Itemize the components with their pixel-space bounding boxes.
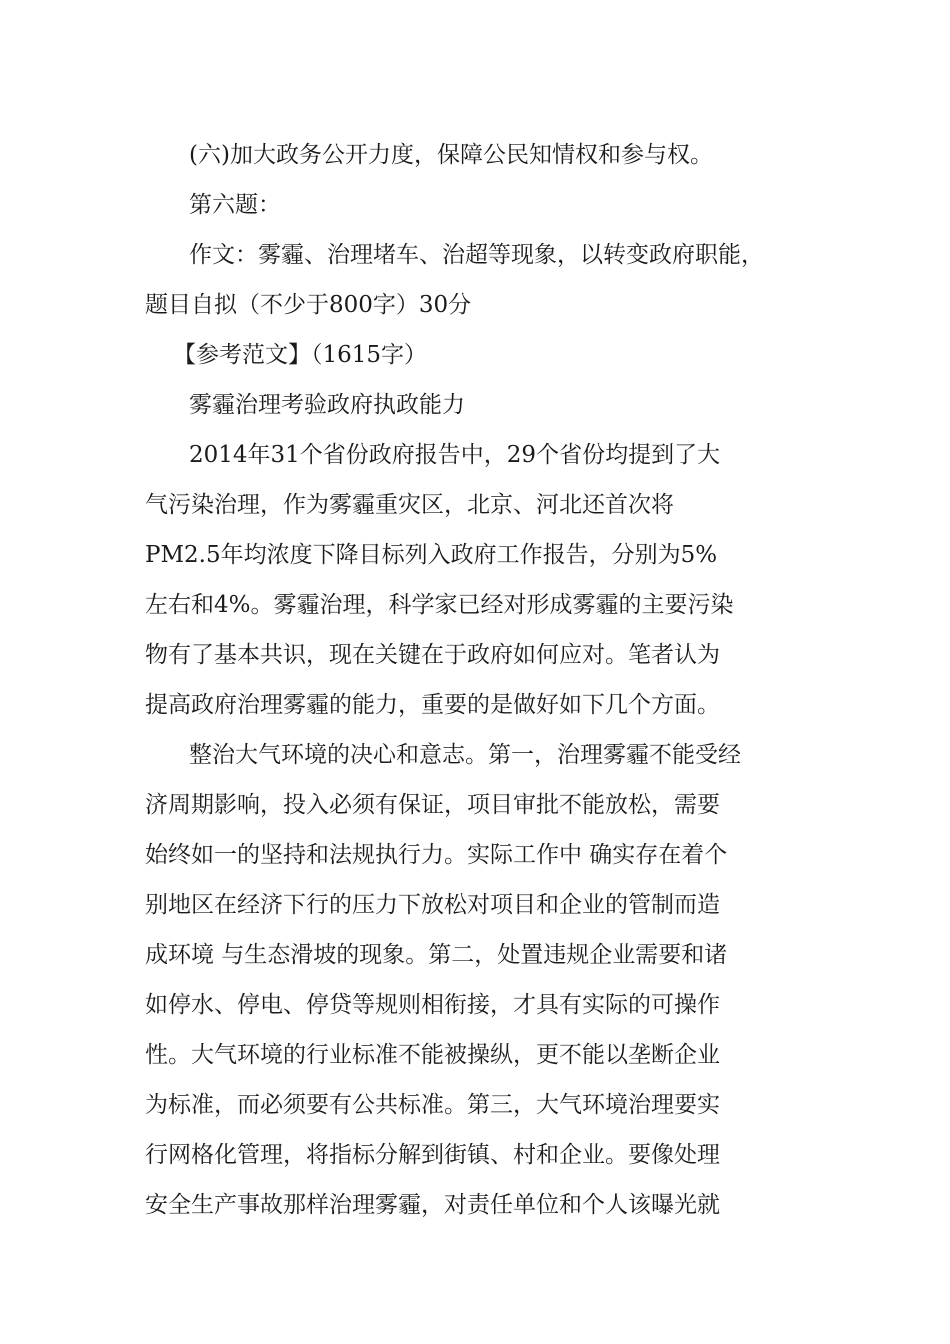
text-line: 提高政府治理雾霾的能力，重要的是做好如下几个方面。: [145, 692, 720, 718]
text-line: 为标准，而必须要有公共标准。第三，大气环境治理要实: [145, 1092, 720, 1118]
text-line: 安全生产事故那样治理雾霾，对责任单位和个人该曝光就: [145, 1192, 720, 1218]
text-line: 整治大气环境的决心和意志。第一，治理雾霾不能受经: [189, 742, 741, 768]
text-line: 如停水、停电、停贷等规则相衔接，才具有实际的可操作: [145, 992, 720, 1018]
reference-heading: 【参考范文】（1615字）: [173, 342, 428, 368]
text-line: 始终如一的坚持和法规执行力。实际工作中 确实存在着个: [145, 842, 728, 868]
text-line: 别地区在经济下行的压力下放松对项目和企业的管制而造: [145, 892, 720, 918]
text-line: 气污染治理，作为雾霾重灾区，北京、河北还首次将: [145, 492, 674, 518]
essay-title: 雾霾治理考验政府执政能力: [189, 392, 465, 418]
text-line: PM2.5年均浓度下降目标列入政府工作报告，分别为5%: [145, 542, 718, 568]
text-line: 性。大气环境的行业标准不能被操纵，更不能以垄断企业: [145, 1042, 720, 1068]
text-line: 济周期影响，投入必须有保证，项目审批不能放松，需要: [145, 792, 720, 818]
text-line: 第六题：: [189, 192, 281, 218]
text-line: 左右和4%。雾霾治理，科学家已经对形成雾霾的主要污染: [145, 592, 734, 618]
text-line: 题目自拟（不少于800字）30分: [145, 292, 472, 318]
text-line: 作文：雾霾、治理堵车、治超等现象，以转变政府职能，: [189, 242, 764, 268]
text-line: 2014年31个省份政府报告中，29个省份均提到了大: [189, 442, 721, 468]
text-line: (六)加大政务公开力度，保障公民知情权和参与权。: [189, 142, 713, 168]
text-line: 物有了基本共识，现在关键在于政府如何应对。笔者认为: [145, 642, 720, 668]
document-body: [145, 130, 810, 1230]
text-line: 成环境 与生态滑坡的现象。第二，处置违规企业需要和诸: [145, 942, 728, 968]
text-line: 行网格化管理，将指标分解到街镇、村和企业。要像处理: [145, 1142, 720, 1168]
